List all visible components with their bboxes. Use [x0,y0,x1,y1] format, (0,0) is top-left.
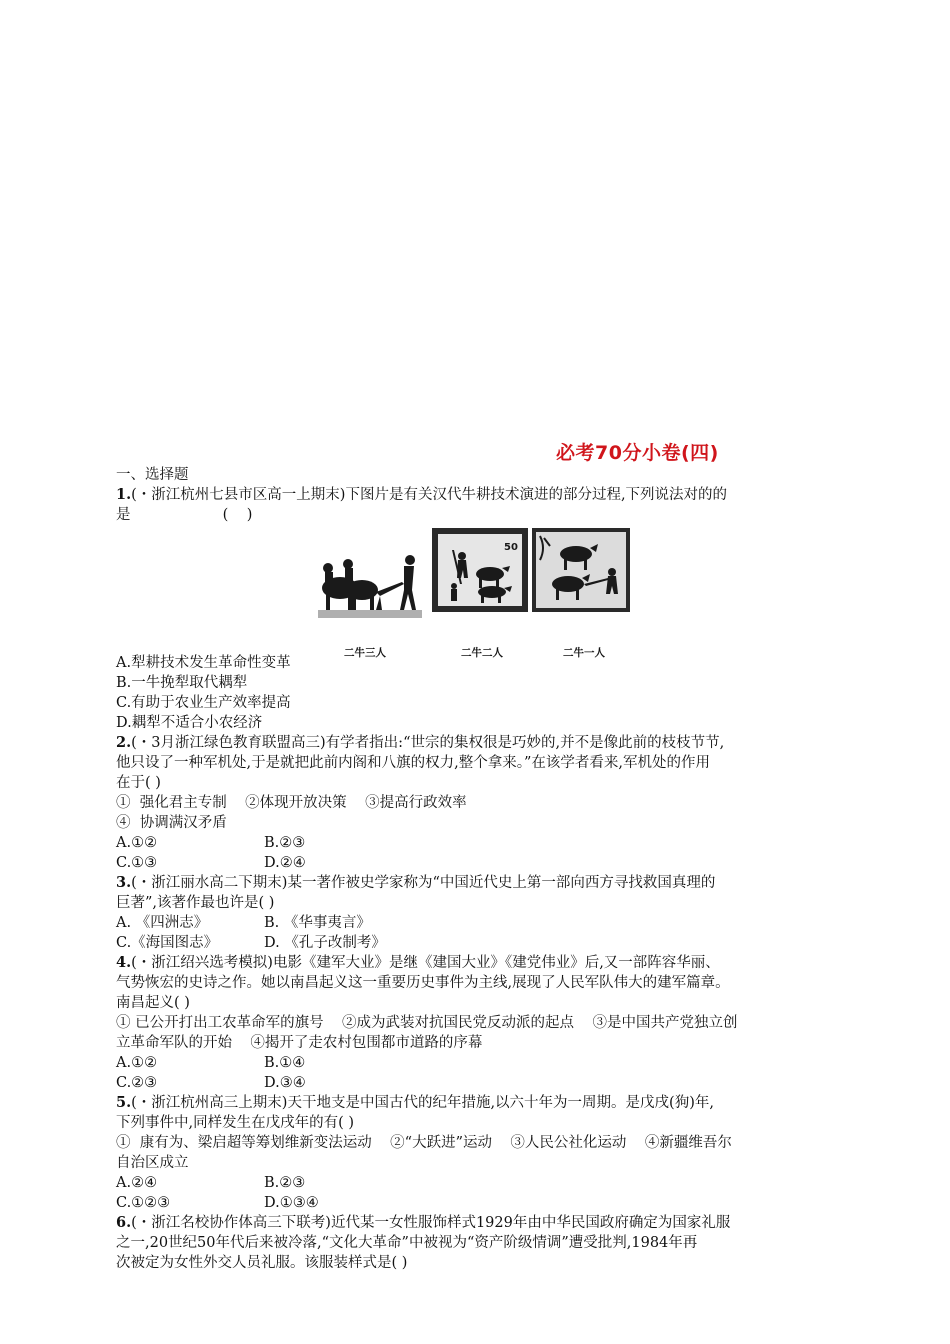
question-5-number: 5. [116,1094,132,1111]
question-5-option-d: D.①③④ [264,1195,319,1211]
question-4-options-row-1 [116,1053,836,1073]
question-content [116,465,836,1273]
question-6-line-2: 之一,20世纪50年代后来被冷落,“文化大革命”中被视为“资产阶级情调”遭受批判,1984年再 [116,1235,698,1251]
question-4-number: 4. [116,954,132,971]
question-3-number: 3. [116,874,132,891]
question-4-option-c: C.②③ [116,1075,158,1091]
two-oxen-two-people-stamp-image [432,528,528,612]
question-2-option-b: B.②③ [264,835,306,851]
question-4-line-1: 4.(・浙江绍兴选考模拟)电影《建军大业》是继《建国大业》《建党伟业》后,又一部阵容华丽、 [116,954,720,971]
question-5-line-2: 下列事件中,同样发生在戊戌年的有( ) [116,1115,355,1131]
question-2-line-2: 他只设了一种军机处,于是就把此前内阁和八旗的权力,整个拿来。”在该学者看来,军机处的作用 [116,755,710,771]
question-3-line-2: 巨著”,该著作最也许是( ) [116,895,275,911]
question-6-line-1: 6.(・浙江名校协作体高三下联考)近代某一女性服饰样式1929年由中华民国政府确定为国家礼服 [116,1214,731,1231]
question-1-option-d: D.耦犁不适合小农经济 [116,715,263,731]
two-oxen-three-people-image [318,538,422,618]
question-3-options-row-1 [116,913,836,933]
question-4-options-row-2 [116,1073,836,1093]
question-5-options-row-2 [116,1193,836,1213]
question-3-option-c: C.《海国图志》 [116,935,219,951]
question-1-figures [116,525,836,659]
question-2-number: 2. [116,734,132,751]
question-2-option-c: C.①③ [116,855,158,871]
question-4-option-b: B.①④ [264,1055,306,1071]
question-5-option-a: A.②④ [116,1175,158,1191]
question-5-option-c: C.①②③ [116,1195,171,1211]
page-title: 必考70分小卷(四) [556,442,719,464]
question-5-options-row-1 [116,1173,836,1193]
question-1-option-b: B.一牛挽犁取代耦犁 [116,675,248,691]
question-2-item-line-1: ① 强化君主专制 ②体现开放决策 ③提高行政效率 [116,795,467,811]
question-1-number: 1. [116,486,132,503]
question-4-line-2: 气势恢宏的史诗之作。她以南昌起义这一重要历史事件为主线,展现了人民军队伟大的建军篇章。 [116,975,730,991]
question-2-options-row-2 [116,853,836,873]
caption-two-oxen-one-person: 二牛一人 [563,647,605,659]
question-2-option-a: A.①② [116,835,158,851]
question-1-line-2: 是 ( ) [116,507,253,523]
question-1-line-1: 1.(・浙江杭州七县市区高一上期末)下图片是有关汉代牛耕技术演进的部分过程,下列说法对的的 [116,486,728,503]
caption-two-oxen-three-people: 二牛三人 [344,647,386,659]
question-4-item-line-1: ① 已公开打出工农革命军的旗号 ②成为武装对抗国民党反动派的起点 ③是中国共产党独立创 [116,1015,738,1031]
question-3-option-a: A. 《四洲志》 [116,915,209,931]
question-4-option-a: A.①② [116,1055,158,1071]
section-heading: 一、选择题 [116,467,189,483]
question-3-option-d: D. 《孔子改制考》 [264,935,386,951]
question-2-line-3: 在于( ) [116,775,161,791]
question-4-option-d: D.③④ [264,1075,306,1091]
question-5-option-b: B.②③ [264,1175,306,1191]
question-2-option-d: D.②④ [264,855,306,871]
question-6-number: 6. [116,1214,132,1231]
question-1-option-c: C.有助于农业生产效率提高 [116,695,291,711]
question-4-line-3: 南昌起义( ) [116,995,190,1011]
question-3-options-row-2 [116,933,836,953]
question-2-line-1: 2.(・3月浙江绿色教育联盟高三)有学者指出:“世宗的集权很是巧妙的,并不是像此前的枝枝节节, [116,734,725,751]
question-5-item-line-2: 自治区成立 [116,1155,189,1171]
question-2-item-line-2: ④ 协调满汉矛盾 [116,815,227,831]
question-2-options-row-1 [116,833,836,853]
question-5-item-line-1: ① 康有为、梁启超等筹划维新变法运动 ②“大跃进”运动 ③人民公社化运动 ④新疆维吾尔 [116,1135,732,1151]
question-3-line-1: 3.(・浙江丽水高二下期末)某一著作被史学家称为“中国近代史上第一部向西方寻找救国真理的 [116,874,716,891]
caption-two-oxen-two-people: 二牛二人 [461,647,503,659]
question-6-line-3: 次被定为女性外交人员礼服。该服装样式是( ) [116,1255,408,1271]
stamp-value: 50 [504,542,518,553]
question-1-option-a: A.犁耕技术发生革命性变革 [116,655,291,671]
two-oxen-one-person-image [532,528,630,612]
question-5-line-1: 5.(・浙江杭州高三上期末)天干地支是中国古代的纪年措施,以六十年为一周期。是戊戌(狗)年, [116,1094,714,1111]
question-3-option-b: B. 《华事夷言》 [264,915,371,931]
question-4-item-line-2: 立革命军队的开始 ④揭开了走农村包围都市道路的序幕 [116,1035,483,1051]
